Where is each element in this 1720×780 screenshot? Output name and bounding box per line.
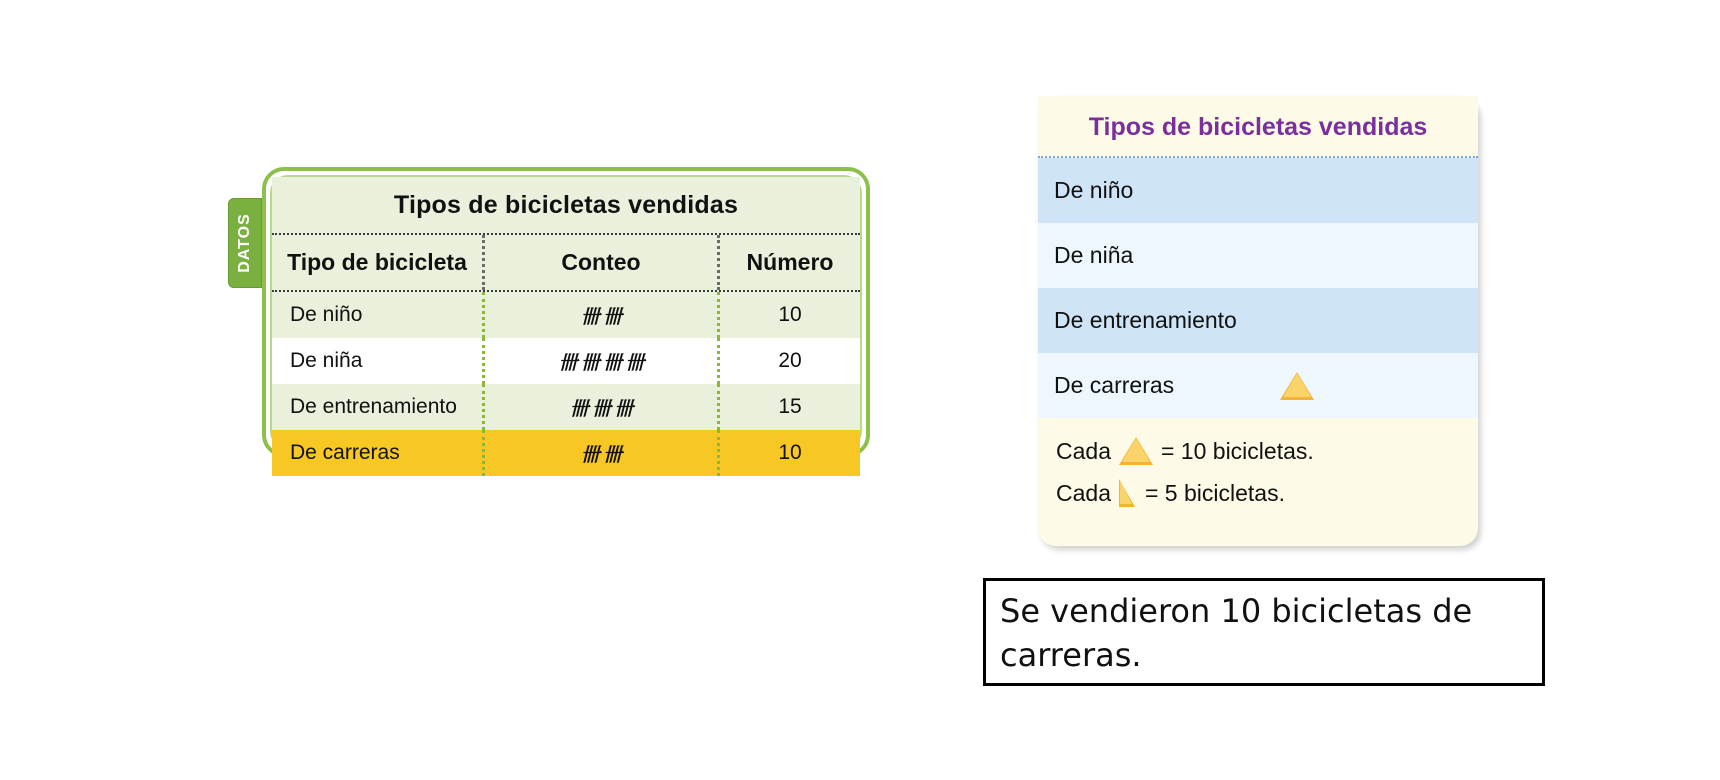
tally-table-header-row xyxy=(272,235,860,292)
cell-type: De niño xyxy=(290,303,363,326)
triangle-half-icon xyxy=(1119,479,1135,507)
legend-prefix: Cada xyxy=(1056,437,1111,464)
cell-tally-marks: 卌 卌 卌 卌 xyxy=(558,352,644,374)
cell-type: De entrenamiento xyxy=(290,395,457,418)
datos-tab-label: DATOS xyxy=(236,213,253,273)
table-row-highlighted xyxy=(272,430,860,476)
answer-text: Se vendieron 10 bicicletas de carreras. xyxy=(1000,592,1473,674)
legend-prefix: Cada xyxy=(1056,479,1111,506)
pictograph-title: Tipos de bicicletas vendidas xyxy=(1038,96,1478,158)
pictograph-legend xyxy=(1038,418,1478,514)
legend-line-full xyxy=(1056,430,1478,472)
pictograph-row-label: De carreras xyxy=(1054,372,1175,398)
legend-text: = 10 bicicletas. xyxy=(1160,437,1314,464)
tally-table-title: Tipos de bicicletas vendidas xyxy=(272,177,860,235)
cell-number: 20 xyxy=(778,349,802,372)
cell-tally-marks: 卌 卌 xyxy=(580,306,622,328)
datos-tab xyxy=(228,198,262,288)
cell-tally-marks: 卌 卌 卌 xyxy=(569,398,633,420)
tally-table xyxy=(270,175,862,466)
pictograph-row-symbols xyxy=(1258,372,1478,400)
answer-box xyxy=(983,578,1545,686)
triangle-full-icon xyxy=(1280,372,1314,400)
legend-text: = 5 bicicletas. xyxy=(1144,479,1285,506)
pictograph-rows xyxy=(1038,158,1478,418)
pictograph-row xyxy=(1038,353,1478,418)
cell-number: 10 xyxy=(778,441,802,464)
column-header-type: Tipo de bicicleta xyxy=(287,249,467,275)
table-row xyxy=(272,384,860,430)
pictograph-row-label: De niño xyxy=(1054,177,1134,203)
pictograph-row xyxy=(1038,288,1478,353)
cell-number: 10 xyxy=(778,303,802,326)
pictograph-card xyxy=(1038,96,1478,546)
cell-type: De carreras xyxy=(290,441,400,464)
tally-data-card xyxy=(262,167,870,466)
column-header-count: Conteo xyxy=(561,249,641,275)
column-header-number: Número xyxy=(746,249,834,275)
pictograph-row-label: De niña xyxy=(1054,242,1134,268)
pictograph-row xyxy=(1038,158,1478,223)
cell-number: 15 xyxy=(778,395,802,418)
pictograph-row-label: De entrenamiento xyxy=(1054,307,1237,333)
table-row xyxy=(272,338,860,384)
cell-tally-marks: 卌 卌 xyxy=(580,444,622,466)
triangle-full-icon xyxy=(1119,437,1153,465)
table-row xyxy=(272,292,860,338)
legend-line-half xyxy=(1056,472,1478,514)
cell-type: De niña xyxy=(290,349,363,372)
pictograph-row xyxy=(1038,223,1478,288)
